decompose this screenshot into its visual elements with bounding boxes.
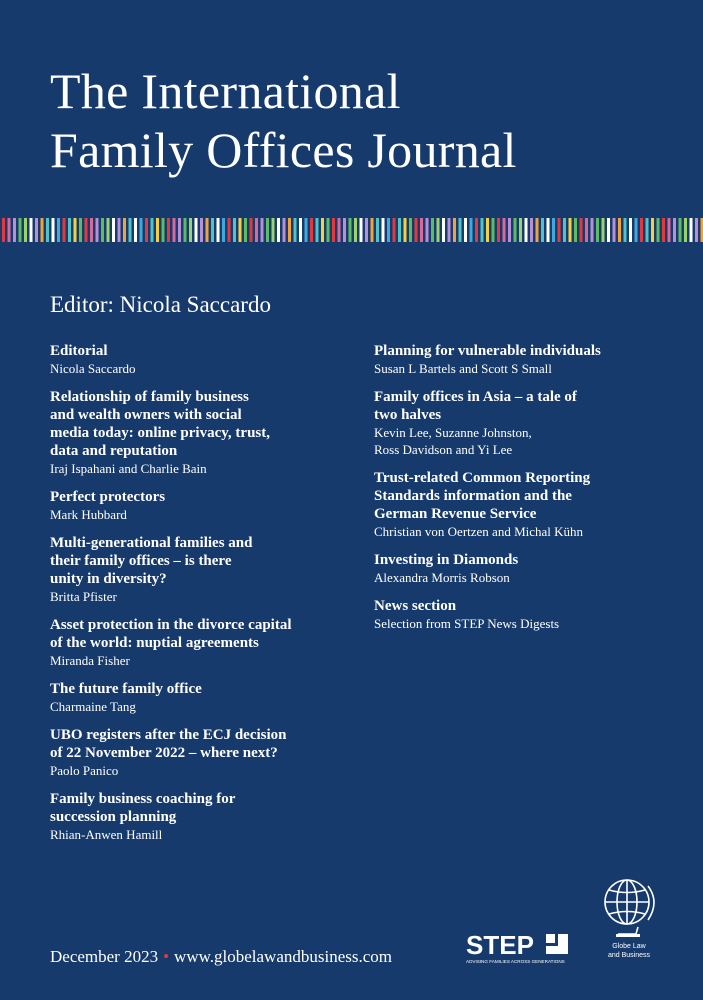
article-title <box>50 680 350 698</box>
stripe <box>569 218 572 242</box>
stripe <box>536 218 539 242</box>
stripe <box>679 218 682 242</box>
stripe <box>107 218 110 242</box>
article-title-line: Asset protection in the divorce capital <box>50 617 292 633</box>
stripe <box>646 218 649 242</box>
article-entry <box>50 616 350 669</box>
stripe <box>486 218 489 242</box>
step-tagline: ADVISING FAMILIES ACROSS GENERATIONS <box>466 959 565 964</box>
stripe <box>277 218 280 242</box>
stripe <box>151 218 154 242</box>
stripe <box>514 218 517 242</box>
stripe <box>585 218 588 242</box>
stripe <box>63 218 66 242</box>
article-title-line: Multi-generational families and <box>50 535 253 551</box>
article-title <box>50 388 350 460</box>
article-entry <box>374 342 674 377</box>
stripe <box>24 218 27 242</box>
article-title-line: UBO registers after the ECJ decision <box>50 727 287 743</box>
stripe <box>233 218 236 242</box>
stripe <box>332 218 335 242</box>
stripe <box>19 218 22 242</box>
article-author-line: Britta Pfister <box>50 589 117 604</box>
stripe <box>13 218 16 242</box>
stripe <box>145 218 148 242</box>
article-author <box>374 360 674 377</box>
stripe <box>613 218 616 242</box>
stripe <box>420 218 423 242</box>
article-author <box>50 460 350 477</box>
article-title <box>374 469 674 523</box>
article-title-line: Family business coaching for <box>50 791 236 807</box>
stripe <box>30 218 33 242</box>
article-author-line: Christian von Oertzen and Michal Kühn <box>374 524 584 539</box>
stripe <box>580 218 583 242</box>
stripe <box>349 218 352 242</box>
article-title-line: media today: online privacy, trust, <box>50 425 270 441</box>
stripe <box>525 218 528 242</box>
stripe <box>156 218 159 242</box>
stripe <box>382 218 385 242</box>
article-author-line: Iraj Ispahani and Charlie Bain <box>50 461 207 476</box>
article-title-line: data and reputation <box>50 443 178 459</box>
decorative-stripes <box>0 218 703 242</box>
stripe <box>184 218 187 242</box>
stripe <box>547 218 550 242</box>
article-author <box>50 588 350 605</box>
article-author-line: Alexandra Morris Robson <box>374 570 510 585</box>
article-entry <box>50 342 350 377</box>
stripe <box>437 218 440 242</box>
article-author-line: Selection from STEP News Digests <box>374 616 560 631</box>
stripe <box>316 218 319 242</box>
stripe <box>415 218 418 242</box>
stripe <box>173 218 176 242</box>
stripe <box>596 218 599 242</box>
journal-title <box>50 62 670 180</box>
article-entry <box>374 597 674 632</box>
stripe <box>228 218 231 242</box>
stripe <box>52 218 55 242</box>
journal-title-line-2: Family Offices Journal <box>50 122 517 178</box>
step-logo <box>466 930 572 966</box>
stripe <box>475 218 478 242</box>
article-author <box>374 424 674 458</box>
article-author-line: Charmaine Tang <box>50 699 136 714</box>
article-title <box>374 388 674 424</box>
editor-line: Editor: Nicola Saccardo <box>50 292 271 317</box>
article-title-line: their family offices – is there <box>50 553 232 569</box>
contents-right-column <box>374 342 674 643</box>
stripe <box>409 218 412 242</box>
stripe <box>79 218 82 242</box>
article-title-line: The future family office <box>50 681 202 697</box>
stripe <box>255 218 258 242</box>
article-title-line: News section <box>374 598 457 614</box>
stripe <box>470 218 473 242</box>
article-author-line: Kevin Lee, Suzanne Johnston, <box>374 425 532 440</box>
article-title-line: succession planning <box>50 809 177 825</box>
article-title <box>50 342 350 360</box>
stripe <box>602 218 605 242</box>
article-title-line: Perfect protectors <box>50 489 166 505</box>
stripe <box>442 218 445 242</box>
article-title-line: Relationship of family business <box>50 389 249 405</box>
stripe <box>261 218 264 242</box>
stripe <box>393 218 396 242</box>
article-entry <box>50 680 350 715</box>
article-title-line: two halves <box>374 407 442 423</box>
stripe <box>338 218 341 242</box>
stripe <box>453 218 456 242</box>
stripe <box>635 218 638 242</box>
article-title <box>374 342 674 360</box>
article-author-line: Paolo Panico <box>50 763 119 778</box>
stripe <box>8 218 11 242</box>
stripe <box>431 218 434 242</box>
stripe <box>651 218 654 242</box>
stripe <box>519 218 522 242</box>
article-title-line: Trust-related Common Reporting <box>374 470 591 486</box>
article-title <box>50 790 350 826</box>
stripe <box>459 218 462 242</box>
stripe <box>624 218 627 242</box>
stripe <box>327 218 330 242</box>
article-title <box>374 597 674 615</box>
stripe <box>195 218 198 242</box>
footer-separator: • <box>163 947 170 966</box>
stripe <box>129 218 132 242</box>
stripe <box>448 218 451 242</box>
stripe <box>140 218 143 242</box>
stripe <box>134 218 137 242</box>
article-title <box>50 488 350 506</box>
stripe <box>618 218 621 242</box>
stripe <box>640 218 643 242</box>
contents-left-column <box>50 342 350 854</box>
stripe <box>695 218 698 242</box>
stripe <box>101 218 104 242</box>
stripe <box>206 218 209 242</box>
article-author-line: Rhian-Anwen Hamill <box>50 827 163 842</box>
article-author <box>50 698 350 715</box>
article-author <box>50 652 350 669</box>
article-entry <box>374 469 674 540</box>
article-entry <box>50 726 350 779</box>
stripe <box>162 218 165 242</box>
stripe <box>85 218 88 242</box>
stripe <box>607 218 610 242</box>
stripe <box>250 218 253 242</box>
stripe <box>305 218 308 242</box>
journal-title-line-1: The International <box>50 63 401 119</box>
stripe <box>398 218 401 242</box>
stripe <box>673 218 676 242</box>
article-title-line: unity in diversity? <box>50 571 167 587</box>
stripe <box>558 218 561 242</box>
stripe <box>217 218 220 242</box>
stripe <box>41 218 44 242</box>
stripe <box>112 218 115 242</box>
stripe <box>222 218 225 242</box>
article-author <box>50 360 350 377</box>
stripe <box>178 218 181 242</box>
globe-logo-line-2: and Business <box>607 952 651 959</box>
stripe <box>211 218 214 242</box>
globe-logo-line-1: Globe Law <box>612 943 646 950</box>
stripe <box>354 218 357 242</box>
article-author <box>50 506 350 523</box>
stripe <box>57 218 60 242</box>
stripe <box>118 218 121 242</box>
article-title <box>50 616 350 652</box>
stripe <box>294 218 297 242</box>
stripe <box>123 218 126 242</box>
stripe <box>591 218 594 242</box>
article-author <box>374 615 674 632</box>
stripe <box>321 218 324 242</box>
article-title-line: of the world: nuptial agreements <box>50 635 259 651</box>
article-entry <box>374 388 674 458</box>
stripe <box>684 218 687 242</box>
stripe <box>310 218 313 242</box>
stripe <box>244 218 247 242</box>
stripe <box>288 218 291 242</box>
article-entry <box>50 488 350 523</box>
article-author <box>50 762 350 779</box>
stripe <box>167 218 170 242</box>
stripe <box>299 218 302 242</box>
stripe <box>464 218 467 242</box>
stripe <box>530 218 533 242</box>
article-author <box>374 569 674 586</box>
stripe <box>46 218 49 242</box>
article-title-line: and wealth owners with social <box>50 407 242 423</box>
article-title-line: Standards information and the <box>374 488 572 504</box>
stripe <box>74 218 77 242</box>
article-title-line: Investing in Diamonds <box>374 552 519 568</box>
article-author-line: Mark Hubbard <box>50 507 127 522</box>
article-entry <box>50 388 350 477</box>
stripe <box>574 218 577 242</box>
stripe <box>668 218 671 242</box>
stripe <box>376 218 379 242</box>
stripe <box>552 218 555 242</box>
article-author <box>374 523 674 540</box>
stripe <box>508 218 511 242</box>
stripe <box>563 218 566 242</box>
article-author-line: Ross Davidson and Yi Lee <box>374 442 513 457</box>
stripe <box>90 218 93 242</box>
article-title-line: Family offices in Asia – a tale of <box>374 389 577 405</box>
stripe <box>35 218 38 242</box>
step-logo-text: STEP <box>466 930 534 960</box>
article-author-line: Susan L Bartels and Scott S Small <box>374 361 552 376</box>
article-author-line: Miranda Fisher <box>50 653 130 668</box>
stripe <box>541 218 544 242</box>
stripe-pattern <box>0 218 703 242</box>
stripe <box>371 218 374 242</box>
stripe <box>690 218 693 242</box>
article-title-line: of 22 November 2022 – where next? <box>50 745 278 761</box>
article-title-line: Editorial <box>50 343 108 359</box>
stripe <box>239 218 242 242</box>
stripe <box>266 218 269 242</box>
stripe <box>200 218 203 242</box>
stripe <box>360 218 363 242</box>
stripe <box>272 218 275 242</box>
stripe <box>96 218 99 242</box>
stripe <box>2 218 5 242</box>
stripe <box>481 218 484 242</box>
stripe <box>404 218 407 242</box>
stripe <box>189 218 192 242</box>
stripe <box>629 218 632 242</box>
article-author-line: Nicola Saccardo <box>50 361 136 376</box>
article-title-line: German Revenue Service <box>374 506 537 522</box>
website-link[interactable]: www.globelawandbusiness.com <box>174 947 393 966</box>
article-title-line: Planning for vulnerable individuals <box>374 343 601 359</box>
footer <box>50 946 392 968</box>
article-title <box>374 551 674 569</box>
stripe <box>68 218 71 242</box>
stripe <box>365 218 368 242</box>
stripe <box>283 218 286 242</box>
issue-date: December 2023 <box>50 947 159 966</box>
globe-icon <box>598 872 660 964</box>
article-title <box>50 726 350 762</box>
stripe <box>343 218 346 242</box>
article-entry <box>374 551 674 586</box>
stripe <box>662 218 665 242</box>
stripe <box>492 218 495 242</box>
stripe <box>387 218 390 242</box>
stripe <box>497 218 500 242</box>
article-title <box>50 534 350 588</box>
article-entry <box>50 790 350 843</box>
stripe <box>657 218 660 242</box>
article-author <box>50 826 350 843</box>
stripe <box>503 218 506 242</box>
stripe <box>426 218 429 242</box>
article-entry <box>50 534 350 605</box>
